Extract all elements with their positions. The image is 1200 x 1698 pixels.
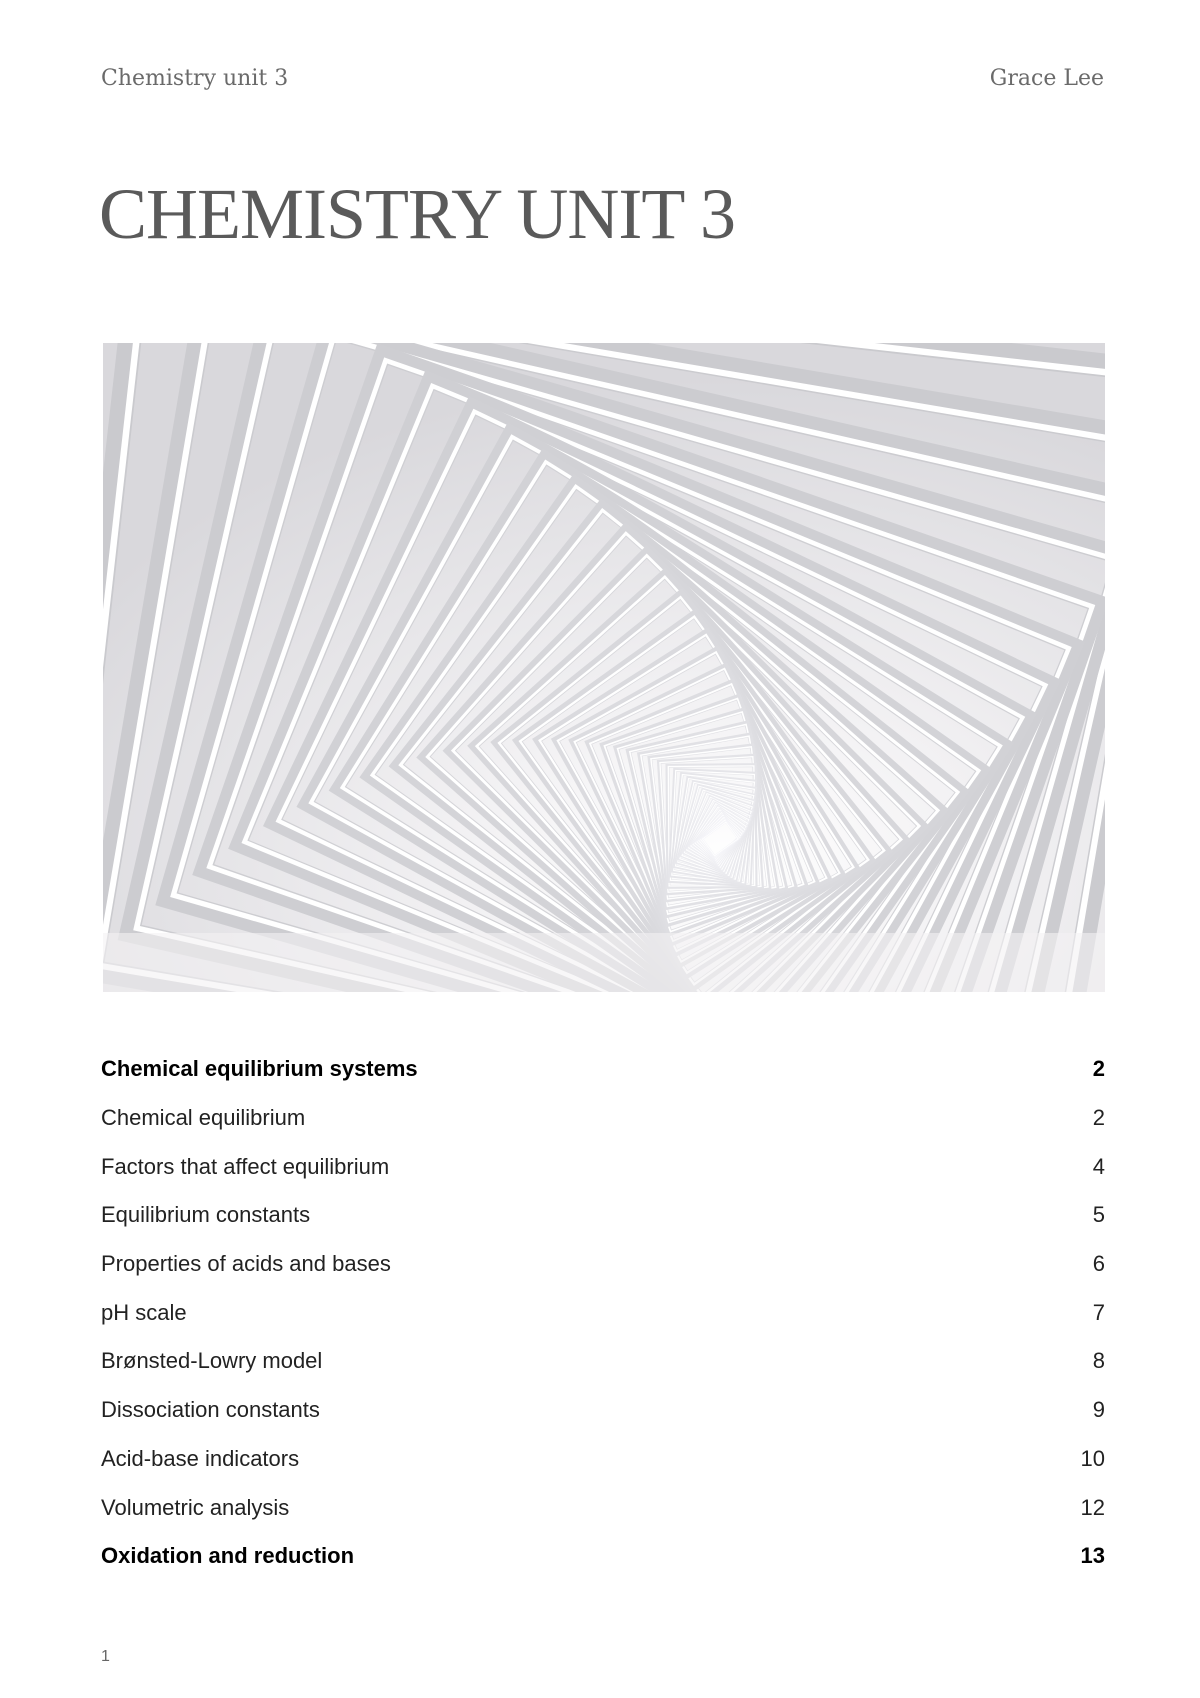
header-unit-title: Chemistry unit 3 <box>101 66 289 91</box>
toc-entry-label: Oxidation and reduction <box>101 1543 355 1569</box>
spiral-tunnel-picture <box>103 343 1105 992</box>
toc-entry-label: Brønsted-Lowry model <box>101 1348 323 1374</box>
toc-entry-label: Acid-base indicators <box>101 1445 300 1471</box>
toc-entry-page: 2 <box>1092 1056 1105 1082</box>
toc-entry-label: Dissociation constants <box>101 1397 320 1423</box>
page-title: CHEMISTRY UNIT 3 <box>99 174 736 254</box>
toc-entry <box>101 1094 1105 1143</box>
toc-entry-page: 4 <box>1092 1153 1105 1179</box>
toc-entry-label: pH scale <box>101 1299 187 1325</box>
toc-entry-label: Equilibrium constants <box>101 1202 311 1228</box>
header-author: Grace Lee <box>989 66 1104 91</box>
toc-entry-label: Factors that affect equilibrium <box>101 1153 390 1179</box>
toc-entry <box>101 1483 1105 1532</box>
toc-entry-page: 9 <box>1092 1397 1105 1423</box>
toc-entry <box>101 1288 1105 1337</box>
toc-entry-label: Chemical equilibrium systems <box>101 1056 418 1082</box>
page-number: 1 <box>101 1648 110 1665</box>
toc-entry-label: Chemical equilibrium <box>101 1105 306 1131</box>
toc-section-entry <box>101 1045 1105 1094</box>
toc-entry-label: Volumetric analysis <box>101 1494 290 1520</box>
toc-entry-page: 5 <box>1092 1202 1105 1228</box>
toc-entry-page: 8 <box>1092 1348 1105 1374</box>
hero-image <box>103 343 1105 992</box>
toc-entry-page: 13 <box>1080 1543 1105 1569</box>
toc-entry <box>101 1142 1105 1191</box>
toc-entry-page: 2 <box>1092 1105 1105 1131</box>
toc-entry <box>101 1240 1105 1289</box>
running-header <box>101 66 1104 96</box>
toc-entry-label: Properties of acids and bases <box>101 1251 391 1277</box>
toc-entry-page: 10 <box>1080 1445 1105 1471</box>
toc-entry <box>101 1386 1105 1435</box>
toc-entry <box>101 1191 1105 1240</box>
toc-entry-page: 6 <box>1092 1251 1105 1277</box>
toc-section-entry <box>101 1532 1105 1581</box>
table-of-contents <box>101 1045 1105 1581</box>
toc-entry <box>101 1435 1105 1484</box>
toc-entry-page: 7 <box>1092 1299 1105 1325</box>
toc-entry-page: 12 <box>1080 1494 1105 1520</box>
toc-entry <box>101 1337 1105 1386</box>
